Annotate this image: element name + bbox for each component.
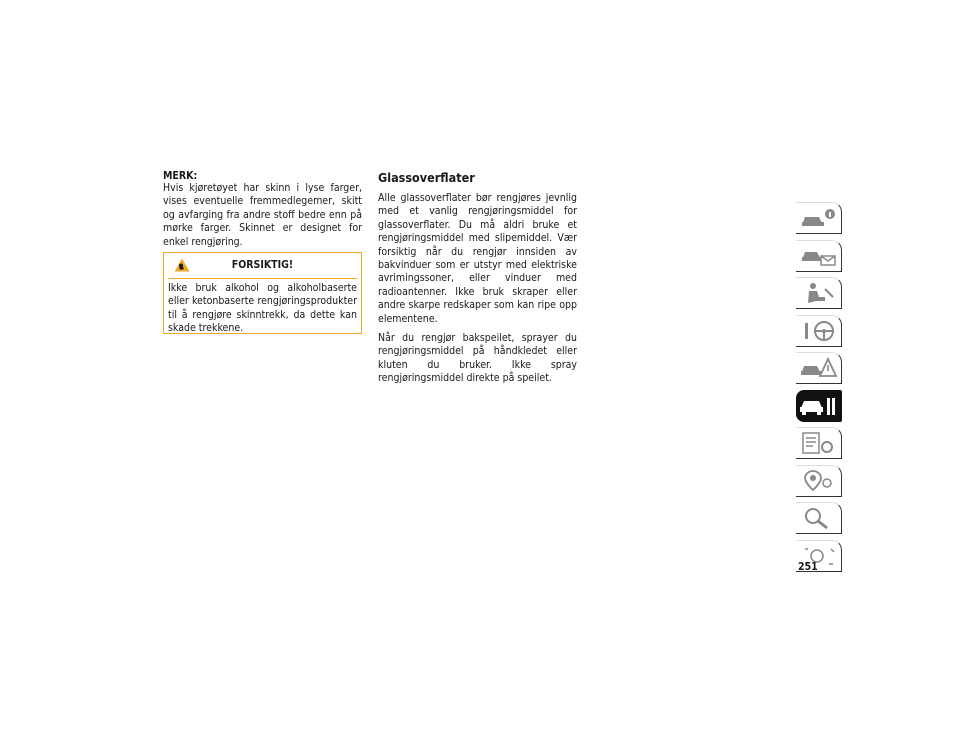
tab-car-info[interactable]: [796, 202, 842, 234]
specs-list-icon: [799, 431, 839, 455]
seat-person-icon: [799, 281, 839, 305]
caution-box: [163, 252, 362, 334]
tab-car-mail[interactable]: [796, 240, 842, 272]
note-block: [163, 170, 362, 249]
tab-seat-person[interactable]: [796, 277, 842, 309]
car-mail-icon: [799, 244, 839, 268]
tab-magnifier[interactable]: [796, 502, 842, 534]
caution-body: Ikke bruk alkohol og alkoholbaserte eller ketonbaserte rengjøringsprodukter til å rengjøre skinntrekk, da dette kan skade trekkene.: [168, 282, 357, 335]
tab-car-warning[interactable]: [796, 352, 842, 384]
chapter-tabs: [796, 202, 842, 577]
page-number: 251: [798, 561, 818, 573]
note-body: Hvis kjøretøyet har skinn i lyse farger, vises eventuelle fremmedlegemer, skitt og avfarging fra andre stoff bedre enn på mørke farger. Skinnet er designet for enkel rengjøring.: [163, 182, 362, 248]
steering-wheel-icon: [799, 319, 839, 343]
tab-map-pin[interactable]: [796, 465, 842, 497]
section-paragraph: Alle glassoverflater bør rengjøres jevnlig med et vanlig rengjøringsmiddel for glassoverflater. Du må aldri bruke et rengjøringsmiddel med slipemiddel. Vær forsiktig når du rengjør innsiden av bakvinduer som er utstyr med elektriske avrimingssoner, eller vinduer med radioantenner. Ikke bruk skraper eller andre skarpe redskaper som kan ripe opp elementene.: [378, 192, 577, 325]
section-paragraph: Når du rengjør bakspeilet, sprayer du rengjøringsmiddel på håndkledet eller kluten du bruker. Ikke spray rengjøringsmiddel direkte på speilet.: [378, 332, 577, 385]
glass-section: [378, 170, 577, 392]
tab-car-wrench[interactable]: [796, 390, 842, 422]
note-heading: MERK:: [163, 170, 198, 182]
car-warning-icon: [799, 356, 839, 380]
tab-steering-wheel[interactable]: [796, 315, 842, 347]
car-wrench-icon: [799, 394, 839, 418]
caution-title: FORSIKTIG!: [231, 259, 294, 271]
caution-header: [168, 253, 357, 279]
magnifier-icon: [799, 506, 839, 530]
tab-specs-list[interactable]: [796, 427, 842, 459]
map-pin-icon: [799, 469, 839, 493]
section-title: Glassoverflater: [378, 170, 475, 185]
car-info-icon: [799, 206, 839, 230]
